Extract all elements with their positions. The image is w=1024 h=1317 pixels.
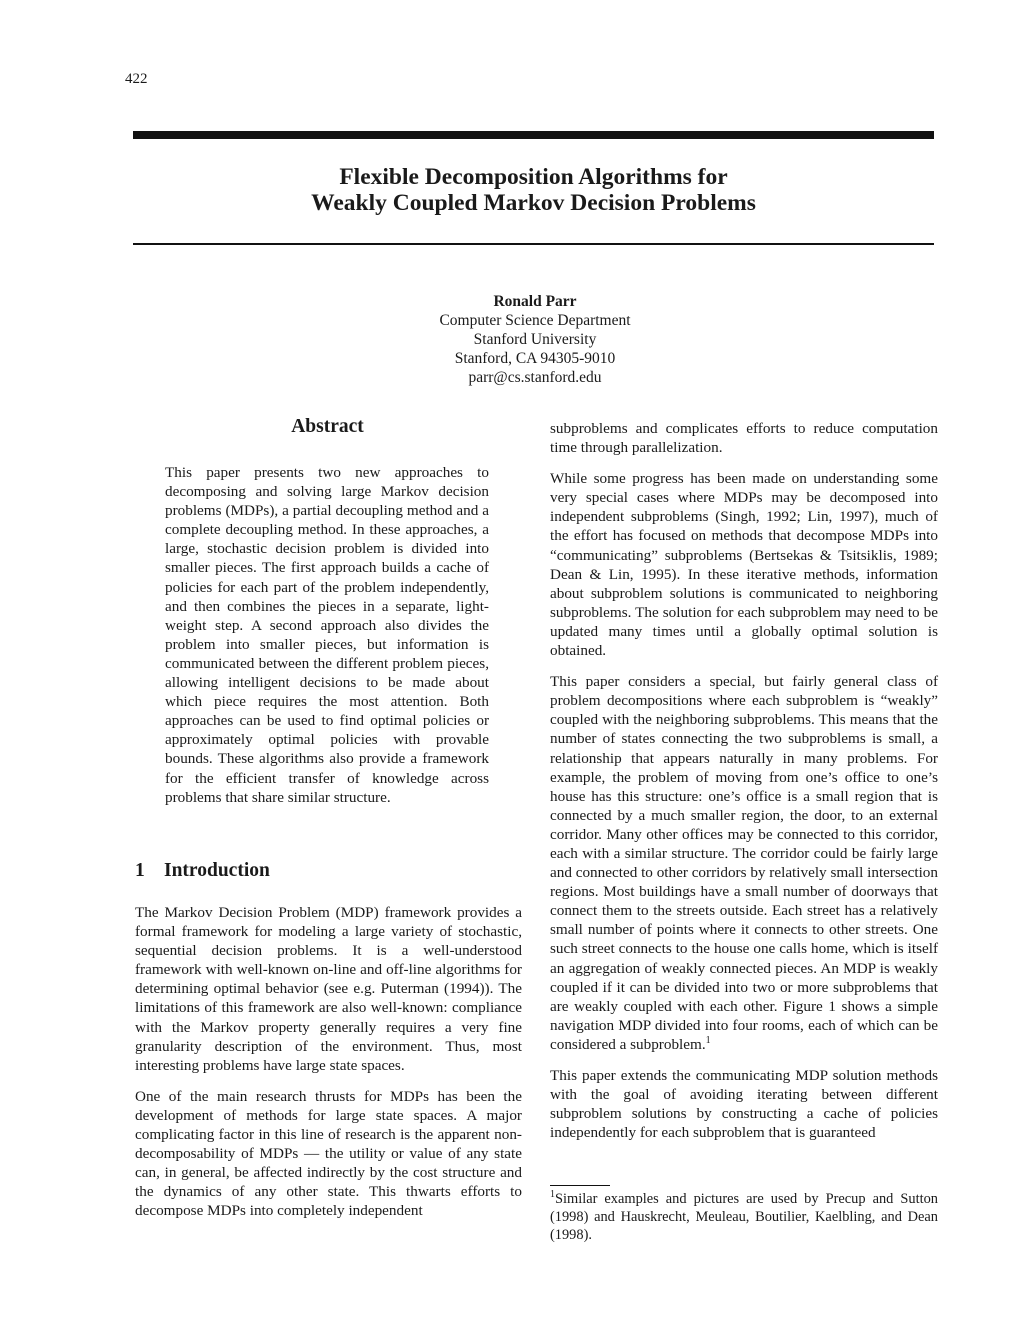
title-bottom-rule	[133, 243, 934, 245]
title-top-rule	[133, 131, 934, 139]
paper-title	[133, 164, 934, 216]
right-column-body	[550, 419, 938, 1142]
footnote-rule	[550, 1185, 610, 1186]
section-heading-introduction	[135, 860, 270, 882]
right-paragraph-4: This paper extends the communicating MDP solution methods with the goal of avoiding iterating between different subproblem solutions by constructing a cache of policies independently for each subproblem that is guaranteed	[550, 1067, 938, 1142]
intro-paragraph-1: The Markov Decision Problem (MDP) framework provides a formal framework for modeling a large variety of stochastic, sequential decision problems. It is a well-understood framework with well-known on-line and off-line algorithms for determining optimal behavior (see e.g. Puterman (1994)). The limitations of this framework are also well-known: compliance with the Markov property generally requires a very fine granularity description of the environment. Thus, most interesting problems have large state spaces.	[135, 904, 522, 1074]
intro-paragraph-2: One of the main research thrusts for MDPs has been the development of methods for large state spaces. A major complicating factor in this line of research is the apparent non-decomposability of MDPs — the utility or value of any state can, in general, be affected indirectly by the cost structure and the dynamics of any other state. This thwarts efforts to decompose MDPs into completely independent	[135, 1087, 522, 1220]
footnote-text: Similar examples and pictures are used by Precup and Sutton (1998) and Hauskrecht, Meuleau, Boutilier, Kaelbling, and Dean (1998).	[550, 1191, 938, 1243]
author-name: Ronald Parr	[493, 293, 577, 310]
right-paragraph-2: While some progress has been made on understanding some very special cases where MDPs may be decomposed into independent subproblems (Singh, 1992; Lin, 1997), much of the effort has focused on methods that decompose MDPs into “communicating” subproblems (Bertsekas & Tsitsiklis, 1989; Dean & Lin, 1995). In these iterative methods, information about subproblem solutions is communicated to neighboring subproblems. The solution for each subproblem may need to be updated many times until a globally optimal solution is obtained.	[550, 470, 938, 660]
author-email: parr@cs.stanford.edu	[468, 369, 602, 386]
right-paragraph-3-text: This paper considers a special, but fairly general class of problem decompositions where each subproblem is “weakly” coupled with the neighboring subproblems. This means that the number of states connecting the two subproblems is small, a relationship that appears naturally in many problems. For example, the problem of moving from one’s office to one’s house has this structure: one’s office is a small region that is connected by a much smaller region, the door, to an external corridor. Many other offices may be connected to this corridor, each with a similar structure. The corridor could be fairly large and connected to other corridors by relatively small intersection regions. Most buildings have a small number of doorways that connect them to the streets outside. Each street has a relatively small number of points where it connects to other streets. One such street connects to the house one calls home, which is itself an aggregation of weakly connected pieces. An MDP is weakly coupled if it can be divided into two or more subproblems that are weakly coupled with each other. Figure 1 shows a simple navigation MDP divided into four rooms, each of which can be considered a subproblem.	[550, 673, 938, 1053]
footnote-marker: 1	[550, 1189, 555, 1201]
right-paragraph-3	[550, 672, 938, 1054]
title-line-2: Weakly Coupled Markov Decision Problems	[311, 190, 756, 216]
abstract-text: This paper presents two new approaches to decomposing and solving large Markov decision problems (MDPs), a partial decoupling method and a complete decoupling method. In these approaches, a large, stochastic decision problem is divided into smaller pieces. The first approach builds a cache of policies for each part of the problem independently, and then combines the pieces in a separate, light-weight step. A second approach also divides the problem into smaller pieces, but information is communicated between the different problem pieces, allowing intelligent decisions to be made about which piece requires the most attention. Both approaches can be used to find optimal policies or approximately optimal policies with provable bounds. These algorithms also provide a framework for the efficient transfer of knowledge across problems that share similar structure.	[165, 464, 489, 806]
footnote-reference: 1	[705, 1034, 711, 1046]
right-paragraph-1: subproblems and complicates efforts to reduce computation time through parallelization.	[550, 420, 938, 457]
section-title: Introduction	[164, 860, 270, 881]
page-number: 422	[125, 71, 148, 87]
author-university: Stanford University	[473, 331, 597, 348]
left-column-body	[135, 903, 522, 1221]
abstract-heading: Abstract	[291, 416, 364, 437]
author-block	[380, 292, 690, 387]
footnote	[550, 1190, 938, 1244]
section-number: 1	[135, 860, 145, 881]
title-line-1: Flexible Decomposition Algorithms for	[339, 164, 728, 190]
author-address: Stanford, CA 94305-9010	[454, 350, 616, 367]
author-department: Computer Science Department	[439, 312, 631, 329]
